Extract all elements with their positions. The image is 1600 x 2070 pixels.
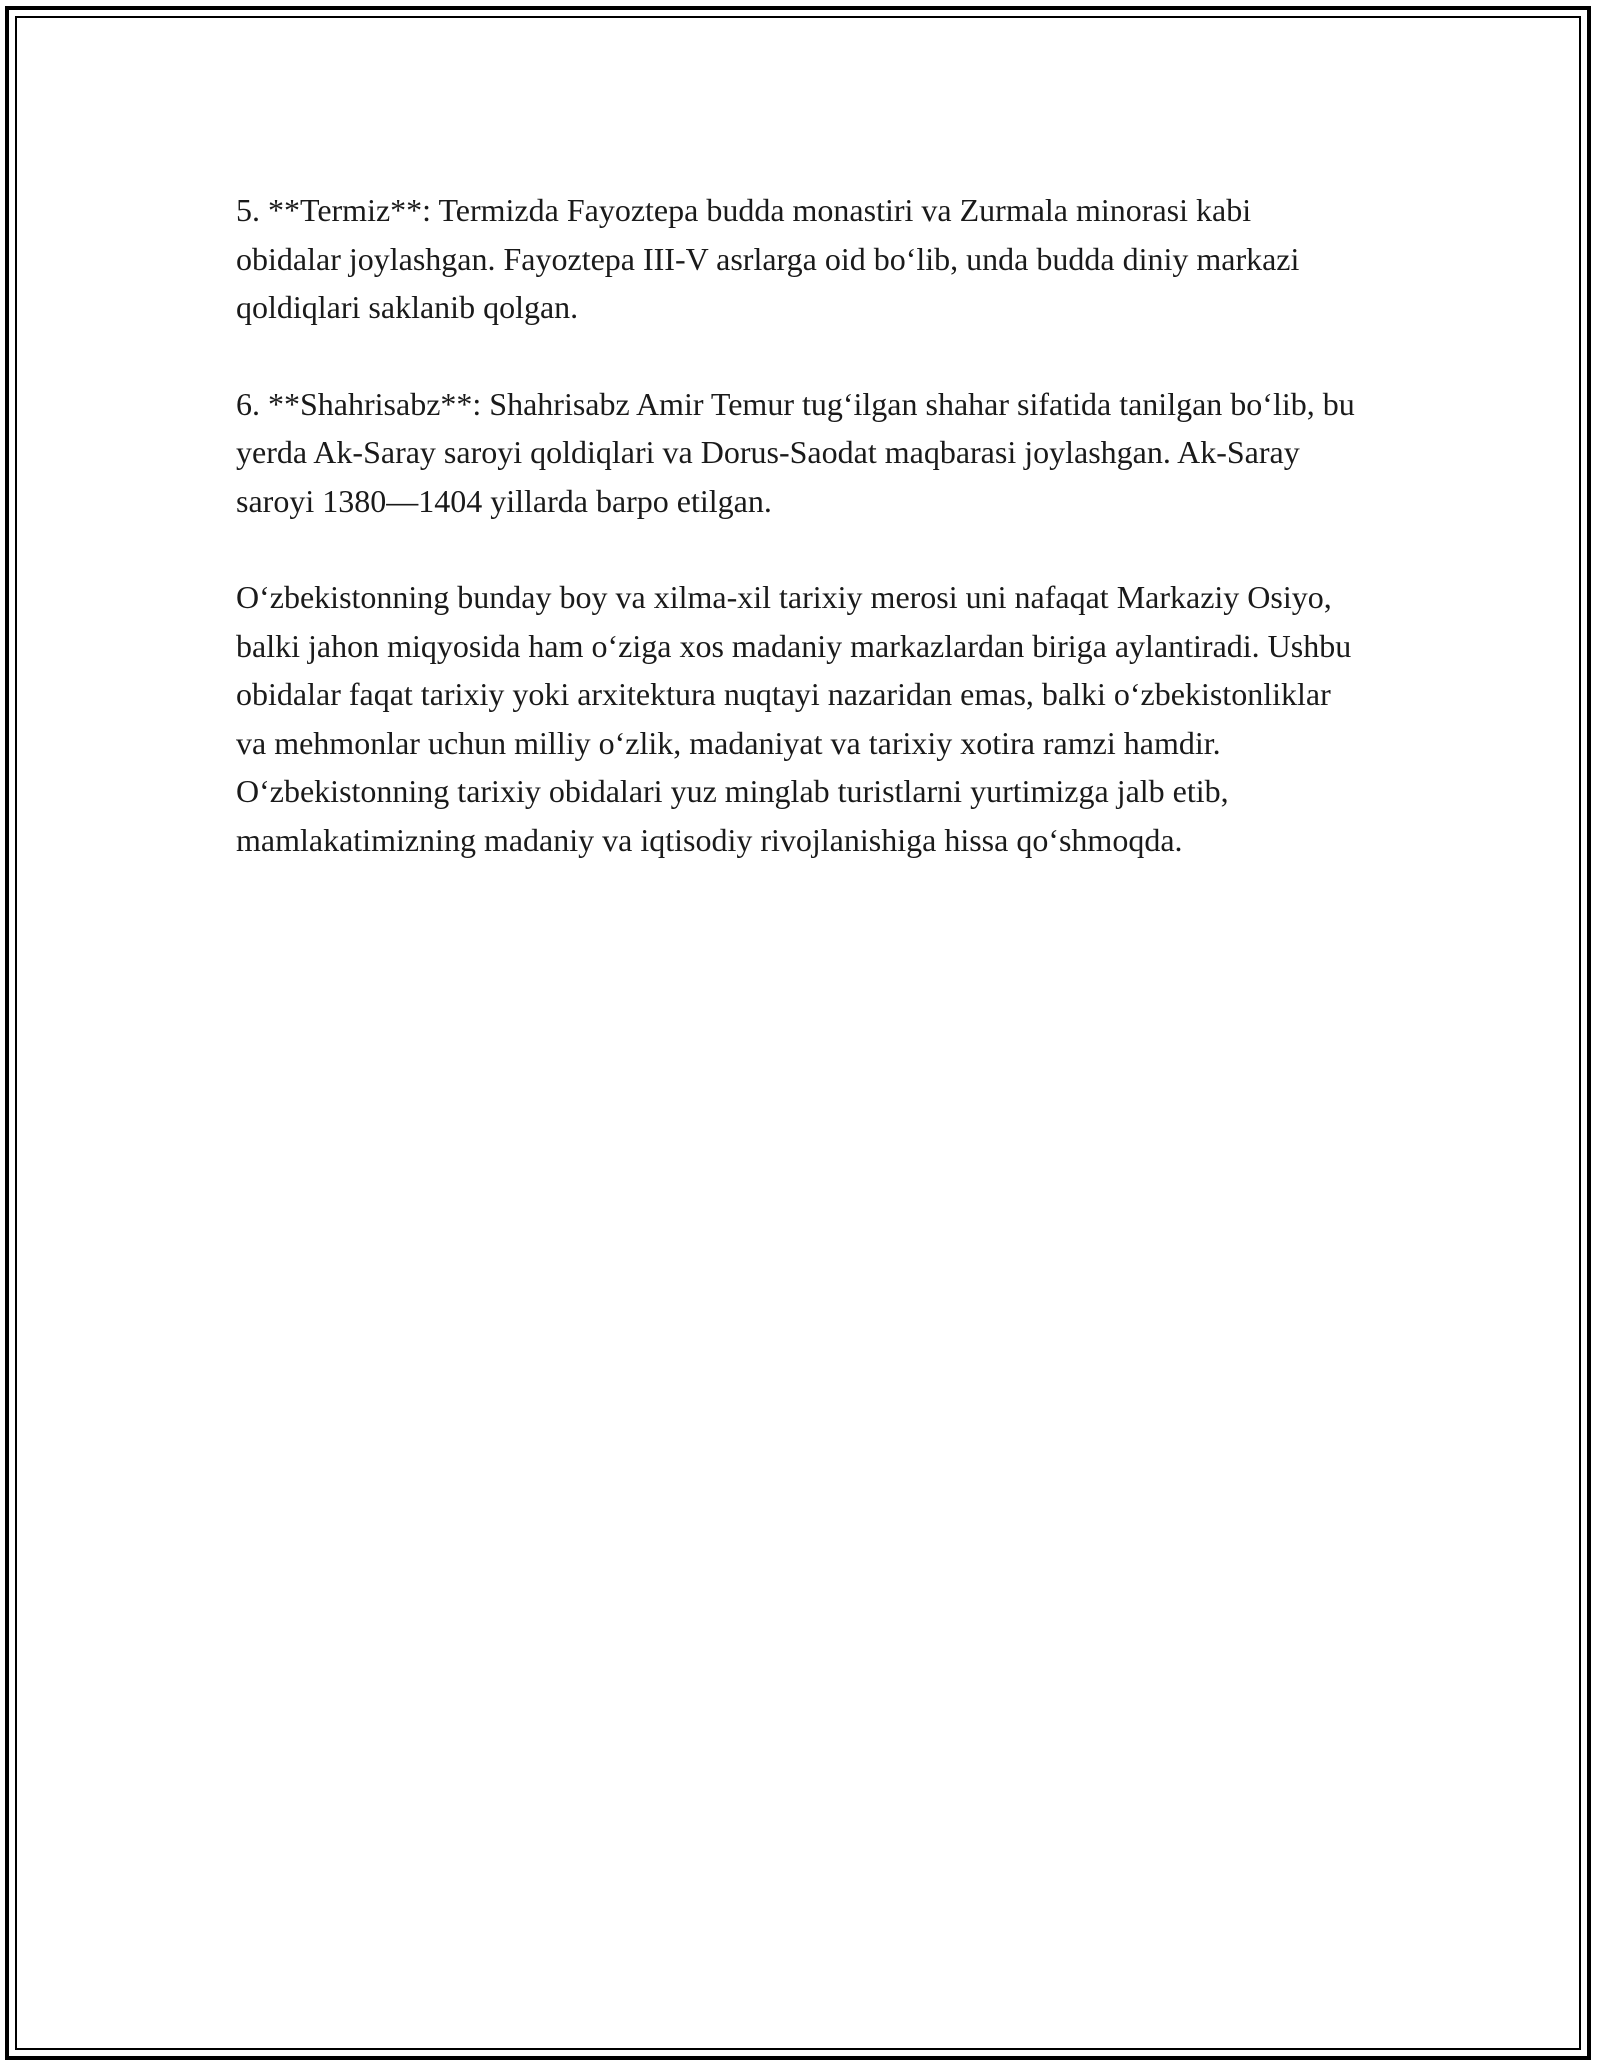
document-body [236, 186, 1356, 912]
paragraph-termiz: 5. **Termiz**: Termizda Fayoztepa budda monastiri va Zurmala minorasi kabi obidalar joylashgan. Fayoztepa III-V asrlarga oid bo‘lib, unda budda diniy markazi qoldiqlari saklanib qolgan. [236, 192, 1300, 325]
paragraph-shahrisabz: 6. **Shahrisabz**: Shahrisabz Amir Temur tug‘ilgan shahar sifatida tanilgan bo‘lib, bu yerda Ak-Saray saroyi qoldiqlari va Dorus-Saodat maqbarasi joylashgan. Ak-Saray saroyi 1380—1404 yillarda barpo etilgan. [236, 385, 1355, 519]
paragraph-conclusion: O‘zbekistonning bunday boy va xilma-xil tarixiy merosi uni nafaqat Markaziy Osiyo, balki jahon miqyosida ham o‘ziga xos madaniy markazlardan biriga aylantiradi. Ushbu obidalar faqat tarixiy yoki arxitektura nuqtayi nazaridan emas, balki o‘zbekistonliklar va mehmonlar uchun milliy o‘zlik, madaniyat va tarixiy xotira ramzi hamdir. O‘zbekistonning tarixiy obidalari yuz minglab turistlarni yurtimizga jalb etib, mamlakatimizning madaniy va iqtisodiy rivojlanishiga hissa qo‘shmoqda. [236, 579, 1352, 858]
